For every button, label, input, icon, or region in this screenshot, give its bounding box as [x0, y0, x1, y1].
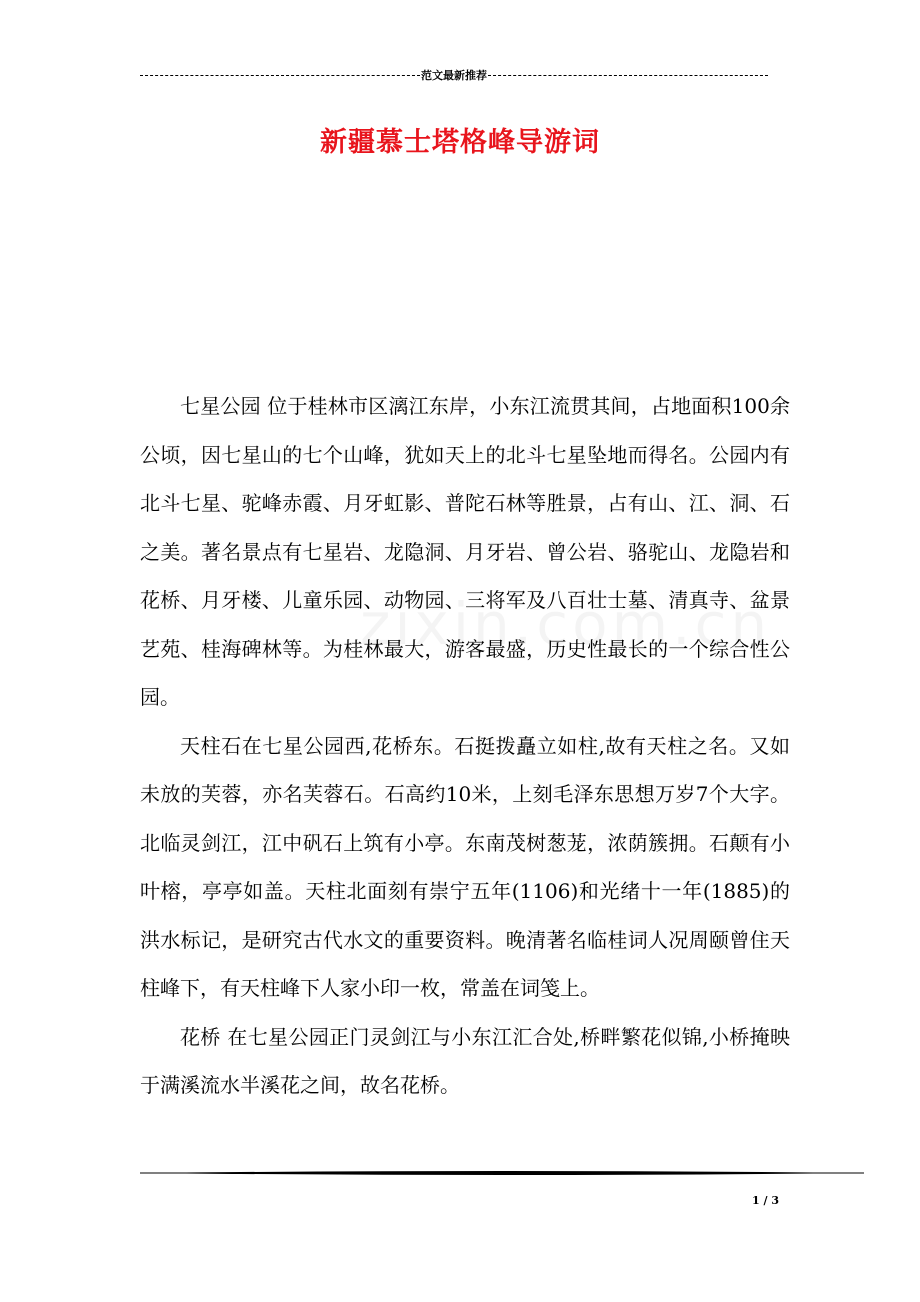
header-label: 范文最新推荐: [421, 69, 487, 82]
paragraph: 天柱石在七星公园西,花桥东。石挺拨矗立如柱,故有天柱之名。又如未放的芙蓉，亦名芙蓉石。石高约10米，上刻毛泽东思想万岁7个大字。北临灵剑江，江中矾石上筑有小亭。东南茂树葱茏，浓荫簇拥。石颠有小叶榕，亭亭如盖。天柱北面刻有崇宁五年(1106)和光绪十一年(1885)的洪水标记，是研究古代水文的重要资料。晚清著名临桂词人况周颐曾住天柱峰下，有天柱峰下人家小印一枚，常盖在词笺上。: [140, 733, 790, 1000]
document-body: [140, 382, 790, 1110]
footer-rule: [140, 1168, 864, 1178]
page-header: [140, 67, 768, 83]
document-title: 新疆慕士塔格峰导游词: [320, 127, 600, 158]
header-dashes-left: [140, 75, 420, 76]
page-number: 1 / 3: [752, 1194, 779, 1207]
paragraph: 七星公园 位于桂林市区漓江东岸，小东江流贯其间，占地面积100余公顷，因七星山的七个山峰，犹如天上的北斗七星坠地而得名。公园内有北斗七星、驼峰赤霞、月牙虹影、普陀石林等胜景，占有山、江、洞、石之美。著名景点有七星岩、龙隐洞、月牙岩、曾公岩、骆驼山、龙隐岩和花桥、月牙楼、儿童乐园、动物园、三将军及八百壮士墓、清真寺、盆景艺苑、桂海碑林等。为桂林最大，游客最盛，历史性最长的一个综合性公园。: [140, 394, 790, 709]
header-dashes-right: [488, 75, 768, 76]
paragraph: 花桥 在七星公园正门灵剑江与小东江汇合处,桥畔繁花似锦,小桥掩映于满溪流水半溪花之间，故名花桥。: [140, 1024, 790, 1097]
